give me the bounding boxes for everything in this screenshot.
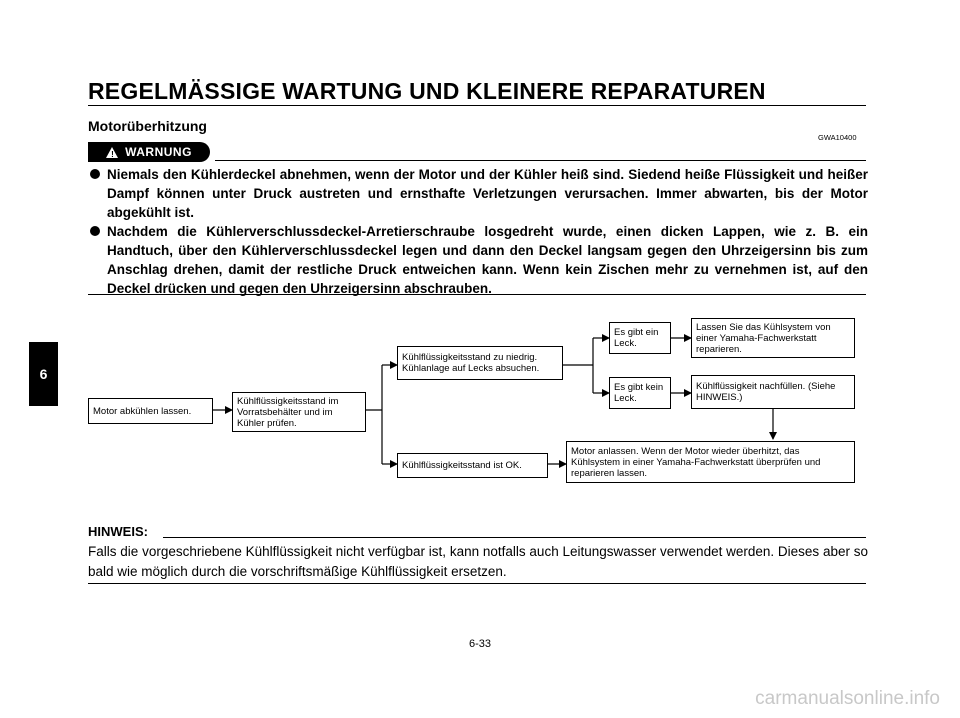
watermark: carmanualsonline.info xyxy=(755,688,940,709)
note-text: Falls die vorgeschriebene Kühlflüssigkeit nicht verfügbar ist, kann notfalls auch Leitungswasser verwendet werden. Dieses aber so bald wie möglich durch die vorschriftsmäßige Kühlflüssigkeit ersetzen. xyxy=(88,544,868,579)
flow-box-cool: Motor abkühlen lassen. xyxy=(88,398,213,424)
warning-label: WARNUNG xyxy=(125,145,192,159)
section-title: Motorüberhitzung xyxy=(88,118,207,134)
note-divider xyxy=(163,537,866,538)
flow-box-restart: Motor anlassen. Wenn der Motor wieder überhitzt, das Kühlsystem in einer Yamaha-Fachwerkstatt überprüfen und reparieren lassen. xyxy=(566,441,855,483)
branch-check xyxy=(366,365,382,464)
chapter-tab: 6 xyxy=(29,342,58,406)
warning-item: Nachdem die Kühlerverschlussdeckel-Arretierschraube losgedreht wurde, einen dicken Lappen, wie z. B. ein Handtuch, über den Kühlerverschlussdeckel legen und dann den Deckel langsam gegen den Uhrzeigersinn bis zum Anschlag drehen, damit der restliche Druck entweichen kann. Wenn kein Zischen mehr zu vernehmen ist, auf den Deckel drücken und gegen den Uhrzeigersinn abschrauben. xyxy=(88,222,868,298)
note-end-divider xyxy=(88,583,866,584)
page-title: REGELMÄSSIGE WARTUNG UND KLEINERE REPARATUREN xyxy=(88,78,766,104)
section-code: GWA10400 xyxy=(818,133,857,142)
flow-box-ok: Kühlflüssigkeitsstand ist OK. xyxy=(397,453,548,478)
warning-item: Niemals den Kühlerdeckel abnehmen, wenn der Motor und der Kühler heiß sind. Siedend heiße Flüssigkeit und heißer Dampf können unter Druck austreten und ernsthafte Verletzungen verursachen. Immer abwarten, bis der Motor abgekühlt ist. xyxy=(88,165,868,222)
flow-box-check: Kühlflüssigkeitsstand im Vorratsbehälter und im Kühler prüfen. xyxy=(232,392,366,432)
flow-box-low: Kühlflüssigkeitsstand zu niedrig. Kühlanlage auf Lecks absuchen. xyxy=(397,346,563,380)
flow-box-dealer: Lassen Sie das Kühlsystem von einer Yamaha-Fachwerkstatt reparieren. xyxy=(691,318,855,358)
note-label: HINWEIS: xyxy=(88,524,148,539)
flow-box-refill: Kühlflüssigkeit nachfüllen. (Siehe HINWEIS.) xyxy=(691,375,855,409)
flow-box-noleak: Es gibt kein Leck. xyxy=(609,377,671,409)
warning-triangle-icon: ! xyxy=(106,147,118,158)
page-number: 6-33 xyxy=(468,638,492,650)
flow-box-leak: Es gibt ein Leck. xyxy=(609,322,671,354)
